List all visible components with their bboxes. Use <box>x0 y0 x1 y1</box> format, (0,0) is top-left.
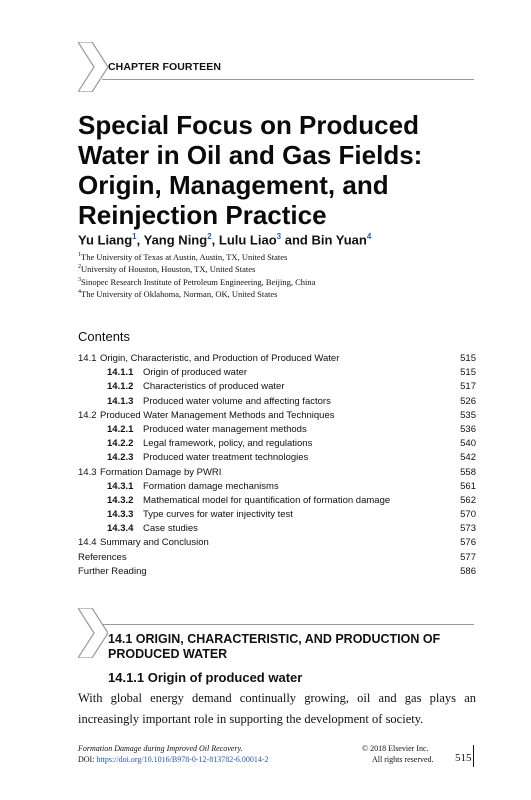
author-affiliation-marker[interactable]: 3 <box>276 232 282 241</box>
toc-entry-page: 535 <box>460 409 476 421</box>
page-number-rule <box>473 745 474 767</box>
chapter-chevron-icon <box>78 42 108 92</box>
toc-entry-label: Summary and Conclusion <box>100 537 209 549</box>
footer-copyright <box>362 743 434 765</box>
section-rule <box>102 624 474 625</box>
toc-entry-label: Type curves for water injectivity test <box>143 509 293 521</box>
toc-entry-number: 14.2.3 <box>107 452 134 464</box>
toc-entry-label: References <box>78 551 127 563</box>
contents-heading: Contents <box>78 329 131 344</box>
affiliation-list <box>78 250 315 299</box>
toc-entry[interactable] <box>78 565 476 579</box>
toc-entry-number: 14.4 <box>78 537 97 549</box>
toc-entry-page: 536 <box>460 423 476 435</box>
toc-entry[interactable] <box>78 437 476 451</box>
chapter-label: CHAPTER FOURTEEN <box>108 61 222 73</box>
toc-entry-number: 14.1.1 <box>107 367 134 379</box>
toc-entry-page: 517 <box>460 381 476 393</box>
toc-entry-page: 542 <box>460 452 476 464</box>
toc-entry[interactable] <box>78 508 476 522</box>
affiliation-text: University of Houston, Houston, TX, United States <box>81 264 256 275</box>
toc-entry-number: 14.2.2 <box>107 438 134 450</box>
table-of-contents <box>78 352 476 579</box>
author-separator: and <box>281 232 312 248</box>
toc-entry[interactable] <box>78 522 476 536</box>
toc-entry[interactable] <box>78 551 476 565</box>
toc-entry-number: 14.2 <box>78 409 97 421</box>
affiliation-text: Sinopec Research Institute of Petroleum Engineering, Beijing, China <box>81 276 316 287</box>
toc-entry-number: 14.1.2 <box>107 381 134 393</box>
toc-entry-page: 515 <box>460 367 476 379</box>
subsection-heading: 14.1.1 Origin of produced water <box>108 670 303 685</box>
toc-entry-page: 576 <box>460 537 476 549</box>
toc-entry[interactable] <box>78 409 476 423</box>
toc-entry-page: 515 <box>460 353 476 364</box>
toc-entry[interactable] <box>78 352 476 366</box>
affiliation-marker: 4 <box>78 288 81 295</box>
affiliation-text: The University of Texas at Austin, Austin, TX, United States <box>81 251 288 262</box>
affiliation-marker: 1 <box>78 252 81 258</box>
toc-entry[interactable] <box>78 366 476 380</box>
chapter-rule <box>102 79 474 80</box>
toc-entry-number: 14.2.1 <box>107 423 134 435</box>
page-number: 515 <box>455 752 472 764</box>
toc-entry-page: 586 <box>460 565 476 577</box>
toc-entry-label: Characteristics of produced water <box>143 381 285 393</box>
toc-entry-label: Mathematical model for quantification of formation damage <box>143 494 391 506</box>
author-affiliation-marker[interactable]: 2 <box>207 232 212 241</box>
body-paragraph: With global energy demand continually growing, oil and gas plays an increasingly important role in supporting the development of society. <box>78 691 476 726</box>
toc-entry-label: Case studies <box>143 523 198 535</box>
toc-entry-page: 573 <box>460 523 476 535</box>
toc-entry-page: 570 <box>460 509 476 521</box>
affiliation <box>78 275 315 287</box>
affiliation <box>78 262 315 274</box>
toc-entry-number: 14.3.1 <box>107 480 134 492</box>
toc-entry-page: 562 <box>460 494 476 506</box>
toc-entry-label: Legal framework, policy, and regulations <box>143 438 313 450</box>
author-name: Yang Ning <box>143 232 208 248</box>
toc-entry-page: 558 <box>460 466 476 478</box>
author-name: Yu Liang <box>78 232 133 248</box>
chapter-title: Special Focus on Produced Water in Oil and Gas Fields: Origin, Management, and Reinjection Practice <box>78 110 423 230</box>
toc-entry[interactable] <box>78 480 476 494</box>
affiliation <box>78 287 315 299</box>
affiliation-marker: 3 <box>78 276 81 283</box>
toc-entry[interactable] <box>78 423 476 437</box>
toc-entry-page: 526 <box>460 395 476 407</box>
doi-prefix: DOI: <box>78 755 97 764</box>
toc-entry-label: Produced Water Management Methods and Techniques <box>100 409 335 421</box>
section-chevron-icon <box>78 608 108 658</box>
toc-entry-label: Produced water volume and affecting factors <box>143 395 331 407</box>
toc-entry-label: Produced water treatment technologies <box>143 452 309 464</box>
toc-entry-page: 561 <box>460 480 476 492</box>
author-name: Lulu Liao <box>218 232 277 248</box>
toc-entry-label: Formation Damage by PWRI <box>100 466 222 478</box>
toc-entry-label: Formation damage mechanisms <box>143 480 279 492</box>
author-affiliation-marker[interactable]: 4 <box>366 232 372 241</box>
author-list <box>78 232 371 247</box>
toc-entry-number: 14.3.3 <box>107 509 134 521</box>
affiliation-text: The University of Oklahoma, Norman, OK, United States <box>81 288 278 299</box>
toc-entry-number: 14.3.4 <box>107 523 134 535</box>
footer-citation <box>78 743 269 765</box>
toc-entry[interactable] <box>78 395 476 409</box>
toc-entry-page: 540 <box>460 438 476 450</box>
toc-entry[interactable] <box>78 451 476 465</box>
doi-line <box>78 754 269 765</box>
toc-entry-number: 14.3 <box>78 466 97 478</box>
toc-entry-label: Produced water management methods <box>143 423 307 435</box>
toc-entry-label: Origin of produced water <box>143 367 248 379</box>
toc-entry[interactable] <box>78 466 476 480</box>
rights-text: All rights reserved. <box>372 755 434 764</box>
author-separator: , <box>211 232 219 248</box>
copyright-text: © 2018 Elsevier Inc. <box>362 744 429 753</box>
affiliation <box>78 250 315 262</box>
toc-entry[interactable] <box>78 494 476 508</box>
section-heading: 14.1 ORIGIN, CHARACTERISTIC, AND PRODUCTION OF PRODUCED WATER <box>108 632 441 661</box>
doi-link[interactable]: https://doi.org/10.1016/B978-0-12-813782-6.00014-2 <box>96 755 269 764</box>
toc-entry[interactable] <box>78 380 476 394</box>
toc-entry-page: 577 <box>460 551 476 563</box>
affiliation-marker: 2 <box>78 264 81 271</box>
toc-entry-number: 14.1.3 <box>107 395 134 407</box>
author-affiliation-marker[interactable]: 1 <box>132 232 137 241</box>
author-separator: , <box>136 232 144 248</box>
toc-entry-number: 14.3.2 <box>107 494 134 506</box>
toc-entry[interactable] <box>78 536 476 550</box>
toc-entry-label: Further Reading <box>78 565 147 577</box>
book-title: Formation Damage during Improved Oil Recovery. <box>78 744 243 753</box>
toc-entry-number: 14.1 <box>78 353 97 364</box>
author-name: Bin Yuan <box>311 232 367 248</box>
toc-entry-label: Origin, Characteristic, and Production of Produced Water <box>100 353 340 364</box>
